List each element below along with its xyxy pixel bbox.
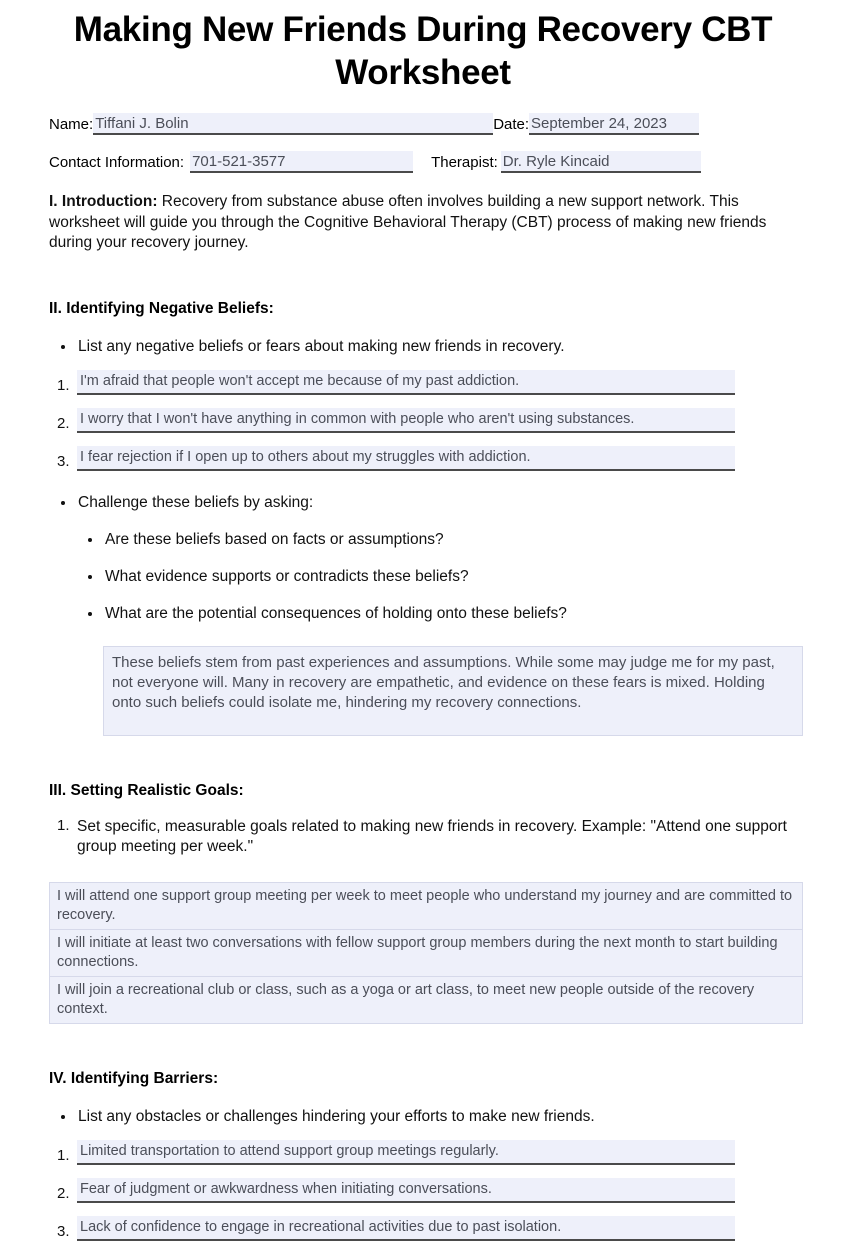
goals-input-group	[49, 882, 803, 1024]
barrier-row	[57, 1216, 797, 1241]
negative-belief-input-3[interactable]: I fear rejection if I open up to others about my struggles with addiction.	[77, 446, 735, 471]
realistic-goals-prompt-row	[57, 817, 797, 857]
date-label: Date:	[493, 116, 530, 134]
section-heading-realistic-goals: III. Setting Realistic Goals:	[49, 781, 244, 799]
goal-input-2[interactable]: I will initiate at least two conversations with fellow support group members during the next month to start building connections.	[50, 930, 802, 977]
barriers-prompt: List any obstacles or challenges hindering your efforts to make new friends.	[78, 1107, 797, 1127]
negative-belief-row	[57, 408, 797, 433]
therapist-label: Therapist:	[431, 154, 498, 172]
barrier-row	[57, 1140, 797, 1165]
realistic-goals-prompt: Set specific, measurable goals related to making new friends in recovery. Example: "Attend one support group meeting per week."	[77, 817, 787, 855]
list-number: 2.	[57, 1184, 70, 1202]
contact-information-input[interactable]: 701-521-3577	[190, 151, 413, 173]
list-number: 3.	[57, 452, 70, 470]
list-number: 3.	[57, 1222, 70, 1240]
challenge-question-2: What evidence supports or contradicts these beliefs?	[105, 567, 797, 587]
negative-belief-row	[57, 446, 797, 471]
challenge-question-1: Are these beliefs based on facts or assumptions?	[105, 530, 797, 550]
challenge-question-3: What are the potential consequences of holding onto these beliefs?	[105, 604, 797, 624]
barrier-row	[57, 1178, 797, 1203]
worksheet-page	[0, 9, 846, 1240]
negative-belief-input-1[interactable]: I'm afraid that people won't accept me because of my past addiction.	[77, 370, 735, 395]
therapist-input[interactable]: Dr. Ryle Kincaid	[501, 151, 701, 173]
list-number: 1.	[57, 816, 70, 834]
contact-therapist-row	[49, 151, 798, 173]
date-input[interactable]: September 24, 2023	[529, 113, 699, 135]
barrier-input-2[interactable]: Fear of judgment or awkwardness when initiating conversations.	[77, 1178, 735, 1203]
challenge-response-textarea[interactable]: These beliefs stem from past experiences and assumptions. While some may judge me for my past, not everyone will. Many in recovery are empathetic, and evidence on these fears is mixed. Holding onto such beliefs could isolate me, hindering my recovery connections.	[103, 646, 803, 736]
list-number: 1.	[57, 1146, 70, 1164]
section-heading-barriers: IV. Identifying Barriers:	[49, 1069, 219, 1087]
section-heading-negative-beliefs: II. Identifying Negative Beliefs:	[49, 299, 274, 317]
goal-input-1[interactable]: I will attend one support group meeting per week to meet people who understand my journey and are committed to recovery.	[50, 883, 802, 930]
barrier-input-3[interactable]: Lack of confidence to engage in recreational activities due to past isolation.	[77, 1216, 735, 1241]
list-number: 2.	[57, 414, 70, 432]
introduction-paragraph	[49, 192, 797, 254]
challenge-beliefs-prompt: Challenge these beliefs by asking:	[78, 493, 797, 513]
identification-fields	[49, 113, 798, 173]
negative-belief-input-2[interactable]: I worry that I won't have anything in common with people who aren't using substances.	[77, 408, 735, 433]
negative-beliefs-prompt: List any negative beliefs or fears about making new friends in recovery.	[78, 337, 797, 357]
list-number: 1.	[57, 376, 70, 394]
contact-information-label: Contact Information:	[49, 154, 185, 172]
introduction-body: Recovery from substance abuse often involves building a new support network. This worksheet will guide you through the Cognitive Behavioral Therapy (CBT) process of making new friends during your recovery journey.	[49, 193, 767, 252]
name-label: Name:	[49, 116, 94, 134]
name-input[interactable]: Tiffani J. Bolin	[93, 113, 493, 135]
goal-input-3[interactable]: I will join a recreational club or class, such as a yoga or art class, to meet new people outside of the recovery context.	[57, 981, 755, 1017]
name-date-row	[49, 113, 798, 135]
introduction-heading: I. Introduction:	[49, 193, 158, 211]
barrier-input-1[interactable]: Limited transportation to attend support group meetings regularly.	[77, 1140, 735, 1165]
page-title: Making New Friends During Recovery CBT Worksheet	[73, 10, 773, 92]
negative-belief-row	[57, 370, 797, 395]
